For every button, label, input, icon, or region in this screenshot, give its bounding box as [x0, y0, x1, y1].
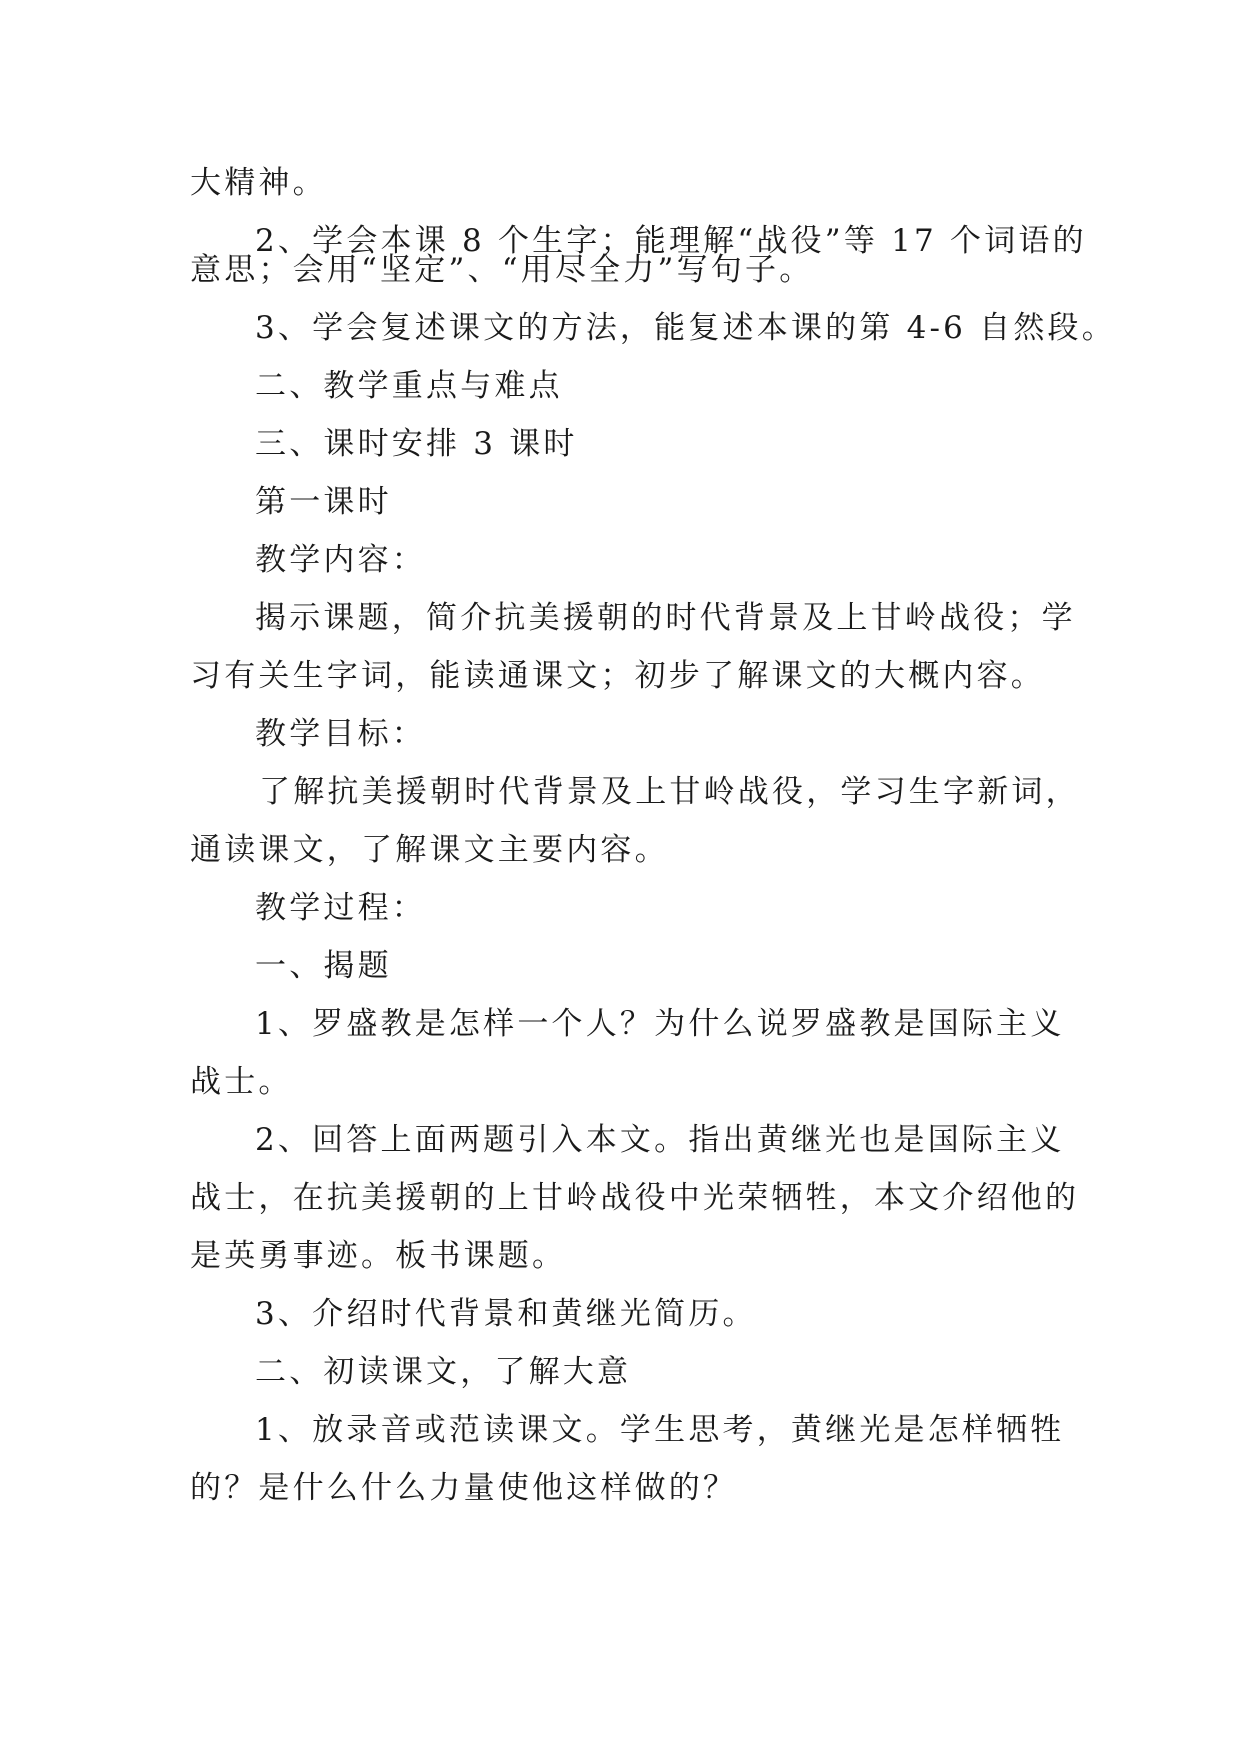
text-line: 2、学会本课 8 个生字；能理解“战役”等 17 个词语的 [255, 223, 1087, 259]
text-line: 是英勇事迹。板书课题。 [190, 1238, 567, 1274]
text-line: 3、学会复述课文的方法，能复述本课的第 4-6 自然段。 [255, 310, 1116, 346]
text-line: 3、介绍时代背景和黄继光简历。 [255, 1296, 757, 1332]
text-line: 战士。 [190, 1064, 293, 1100]
text-line: 一、揭题 [255, 948, 392, 984]
text-line: 1、罗盛教是怎样一个人？为什么说罗盛教是国际主义 [255, 1006, 1065, 1042]
text-line: 三、课时安排 3 课时 [255, 426, 578, 462]
text-line: 揭示课题，简介抗美援朝的时代背景及上甘岭战役；学 [255, 600, 1076, 636]
text-line: 教学目标： [255, 716, 426, 752]
text-line: 教学内容： [255, 542, 426, 578]
text-line: 第一课时 [255, 484, 392, 520]
text-line: 教学过程： [255, 890, 426, 926]
text-line: 意思；会用“坚定”、“用尽全力”写句子。 [190, 252, 814, 288]
text-line: 战士，在抗美援朝的上甘岭战役中光荣牺牲，本文介绍他的 [190, 1180, 1080, 1216]
text-line: 了解抗美援朝时代背景及上甘岭战役，学习生字新词， [259, 774, 1080, 810]
text-line: 1、放录音或范读课文。学生思考，黄继光是怎样牺牲 [255, 1412, 1065, 1448]
text-line: 通读课文，了解课文主要内容。 [190, 832, 669, 868]
text-line: 2、回答上面两题引入本文。指出黄继光也是国际主义 [255, 1122, 1065, 1158]
text-line: 二、初读课文，了解大意 [255, 1354, 632, 1390]
text-line: 的？是什么什么力量使他这样做的？ [190, 1470, 738, 1506]
text-line: 二、教学重点与难点 [255, 368, 563, 404]
text-line: 习有关生字词，能读通课文；初步了解课文的大概内容。 [190, 658, 1045, 694]
text-line: 大精神。 [190, 165, 327, 201]
